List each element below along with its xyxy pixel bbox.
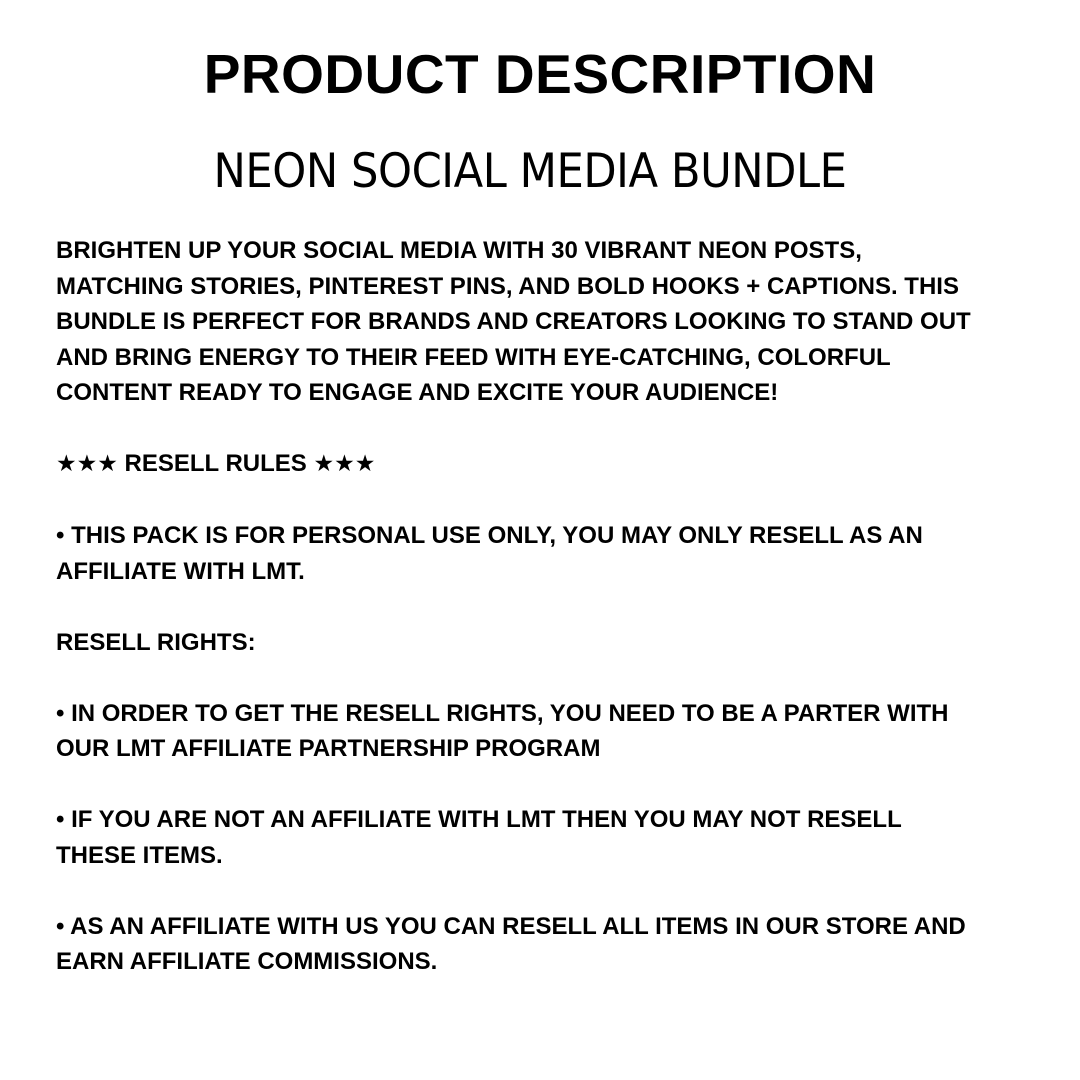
product-name: NEON SOCIAL MEDIA BUNDLE [213,144,847,199]
description-paragraph [56,233,1046,411]
description-line: MATCHING STORIES, PINTEREST PINS, AND BOLD HOOKS + CAPTIONS. THIS [56,272,959,300]
rule-line: AFFILIATE WITH LMT. [56,557,305,585]
rule-line: • IN ORDER TO GET THE RESELL RIGHTS, YOU NEED TO BE A PARTER WITH [56,699,949,727]
rule-line: THESE ITEMS. [56,841,223,869]
description-line: BUNDLE IS PERFECT FOR BRANDS AND CREATORS LOOKING TO STAND OUT [56,308,971,335]
description-line: CONTENT READY TO ENGAGE AND EXCITE YOUR AUDIENCE! [56,379,779,406]
resell-rules-heading [56,446,1046,483]
rule-line: EARN AFFILIATE COMMISSIONS. [56,948,438,975]
rule-line: • THIS PACK IS FOR PERSONAL USE ONLY, YOU MAY ONLY RESELL AS AN [56,522,923,549]
resell-rules-label: RESELL RULES [124,450,307,477]
page-title: PRODUCT DESCRIPTION [203,43,877,105]
resell-rights-heading [56,625,1046,661]
rule-line: • IF YOU ARE NOT AN AFFILIATE WITH LMT THEN YOU MAY NOT RESELL [56,806,902,833]
star-icons-left: ★★★ [56,451,118,477]
personal-use-rule [56,518,1046,589]
description-body [56,233,1046,1015]
description-line: AND BRING ENERGY TO THEIR FEED WITH EYE-CATCHING, COLORFUL [56,343,891,371]
rule-line: • AS AN AFFILIATE WITH US YOU CAN RESELL ALL ITEMS IN OUR STORE AND [56,912,966,940]
resell-rights-label: RESELL RIGHTS: [56,628,256,656]
partner-requirement-rule [56,696,1046,767]
affiliate-benefit-rule [56,909,1046,980]
non-affiliate-rule [56,802,1046,873]
star-icons-right: ★★★ [313,451,376,477]
rule-line: OUR LMT AFFILIATE PARTNERSHIP PROGRAM [56,735,601,762]
description-line: BRIGHTEN UP YOUR SOCIAL MEDIA WITH 30 VIBRANT NEON POSTS, [56,237,862,264]
